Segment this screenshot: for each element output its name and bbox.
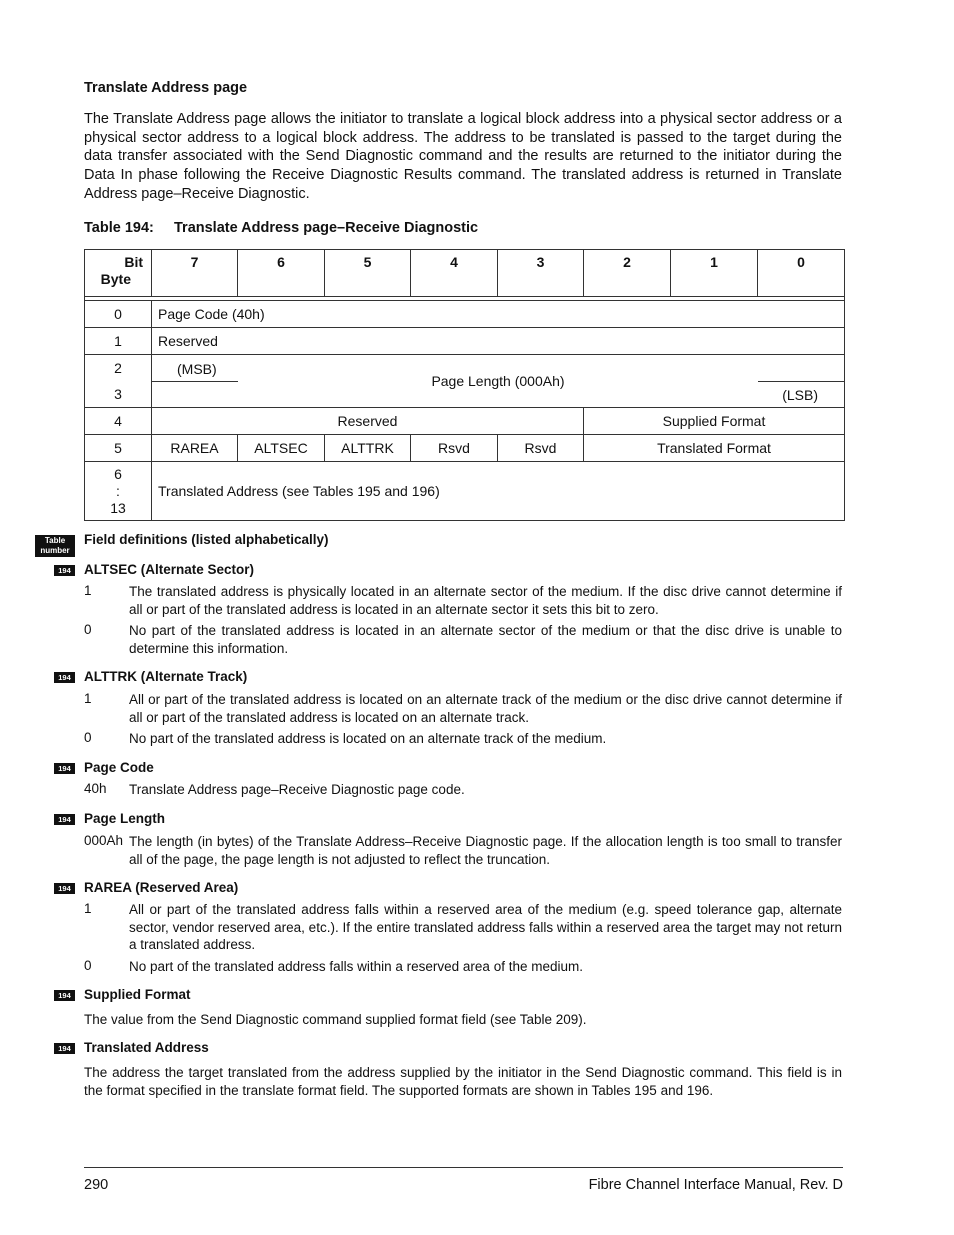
reserved-cell: Reserved: [152, 408, 584, 435]
table-ref-badge: 194: [54, 883, 75, 894]
byte-6: 6: [114, 465, 122, 482]
table-row: [85, 462, 845, 521]
table-row: [85, 435, 845, 462]
byte-label: Byte: [100, 271, 131, 287]
page-code-cell: Page Code (40h): [152, 301, 845, 328]
rarea-desc-0: No part of the translated address falls within a reserved area of the medium.: [129, 959, 583, 974]
page-number: 290: [84, 1177, 109, 1193]
table-title: Translate Address page–Receive Diagnostic: [174, 220, 479, 236]
document-title: Fibre Channel Interface Manual, Rev. D: [588, 1177, 843, 1193]
table-ref-badge: 194: [54, 565, 75, 576]
rarea-value-1: 1: [84, 901, 92, 916]
rarea-title: RAREA (Reserved Area): [84, 880, 239, 895]
intro-paragraph: The Translate Address page allows the initiator to translate a logical block address into a physical sector address or a physical sector address to a logical block address. The address to be translated is passed to the target during the data transfer associated with the Send Diagnostic command and the results are returned to the initiator during the Data In phase following the Receive Diagnostic Results command. The translated address is returned in Translate Address page–Receive Diagnostic.: [84, 111, 842, 202]
alttrk-title: ALTTRK (Alternate Track): [84, 669, 248, 684]
table-row: [85, 301, 845, 328]
bit-2-header: 2: [584, 250, 671, 297]
field-definitions-heading: Field definitions (listed alphabetically): [84, 532, 329, 547]
table-number: Table 194:: [84, 220, 154, 236]
bit-5-header: 5: [325, 250, 411, 297]
lsb-divider: [758, 381, 844, 382]
page-code-desc: Translate Address page–Receive Diagnostic page code.: [129, 782, 465, 797]
bit-3-header: 3: [498, 250, 584, 297]
translate-address-table: [84, 249, 845, 521]
rsvd-cell: Rsvd: [498, 435, 584, 462]
byte-13: 13: [110, 499, 126, 516]
page-length-title: Page Length: [84, 811, 166, 826]
translated-address-title: Translated Address: [84, 1040, 209, 1055]
table-row: [85, 408, 845, 435]
altsec-value-0: 0: [84, 622, 92, 637]
altsec-desc-0: No part of the translated address is located in an alternate sector of the medium or that the disc drive is unable to determine this information.: [129, 623, 842, 656]
byte-cell: [85, 355, 152, 408]
byte-cell: [85, 462, 152, 521]
badge-line-1: Table: [44, 536, 66, 545]
translated-address-desc: The address the target translated from the address supplied by the initiator in the Send Diagnostic command. This field is in the format specified in the translate format field. The supported formats are shown in Tables 195 and 196.: [84, 1065, 842, 1098]
byte-cell: 5: [85, 435, 152, 462]
table-number-badge: [35, 535, 75, 557]
translated-address-cell: Translated Address (see Tables 195 and 196): [152, 462, 845, 521]
byte-cell: 0: [85, 301, 152, 328]
altsec-title: ALTSEC (Alternate Sector): [84, 562, 255, 577]
msb-marker: (MSB): [177, 361, 217, 377]
table-row: [85, 355, 845, 408]
supplied-format-desc: The value from the Send Diagnostic command supplied format field (see Table 209).: [84, 1012, 587, 1027]
table-ref-badge: 194: [54, 814, 75, 825]
byte-cell: 1: [85, 328, 152, 355]
byte-cell: 4: [85, 408, 152, 435]
bit-7-header: 7: [152, 250, 238, 297]
page-length-label: Page Length (000Ah): [431, 373, 565, 389]
bit-4-header: 4: [411, 250, 498, 297]
alttrk-cell: ALTTRK: [325, 435, 411, 462]
bit-byte-header: [85, 250, 152, 297]
altsec-cell: ALTSEC: [238, 435, 325, 462]
lsb-marker: (LSB): [782, 387, 818, 403]
supplied-format-title: Supplied Format: [84, 987, 191, 1002]
alttrk-desc-0: No part of the translated address is located on an alternate track of the medium.: [129, 731, 607, 746]
byte-2: 2: [114, 360, 122, 376]
supplied-format-cell: Supplied Format: [584, 408, 845, 435]
bit-0-header: 0: [758, 250, 845, 297]
reserved-cell: Reserved: [152, 328, 845, 355]
byte-3: 3: [114, 386, 122, 402]
table-ref-badge: 194: [54, 672, 75, 683]
table-ref-badge: 194: [54, 990, 75, 1001]
page-code-value: 40h: [84, 781, 107, 796]
table-row: [85, 328, 845, 355]
table-ref-badge: 194: [54, 763, 75, 774]
table-ref-badge: 194: [54, 1043, 75, 1054]
altsec-desc-1: The translated address is physically located in an alternate sector of the medium. If the disc drive cannot determine if all or part of the translated address is located in an alternate sector it sets this bit to zero.: [129, 584, 842, 617]
rsvd-cell: Rsvd: [411, 435, 498, 462]
rarea-value-0: 0: [84, 958, 92, 973]
footer-rule: [84, 1167, 843, 1168]
alttrk-value-1: 1: [84, 691, 92, 706]
page-length-cell: [152, 355, 845, 408]
byte-range-separator: :: [116, 482, 120, 499]
badge-line-2: number: [40, 546, 70, 555]
rarea-cell: RAREA: [152, 435, 238, 462]
alttrk-desc-1: All or part of the translated address is located on an alternate track of the medium or the disc drive cannot determine if all or part of the translated address is located on an alternate track.: [129, 692, 842, 725]
page-length-desc: The length (in bytes) of the Translate Address–Receive Diagnostic page. If the allocation length is too small to transfer all of the page, the page length is not adjusted to reflect the truncation.: [129, 834, 842, 867]
bit-label: Bit: [124, 254, 143, 270]
page-code-title: Page Code: [84, 760, 154, 775]
altsec-value-1: 1: [84, 583, 92, 598]
translated-format-cell: Translated Format: [584, 435, 845, 462]
section-title: Translate Address page: [84, 80, 248, 96]
bit-6-header: 6: [238, 250, 325, 297]
rarea-desc-1: All or part of the translated address falls within a reserved area of the medium (e.g. speed tolerance gap, alternate sector, vendor reserved area, etc.). If the entire translated address falls within a reserved area the target may not return a translated address.: [129, 902, 842, 952]
page-length-value: 000Ah: [84, 833, 124, 848]
alttrk-value-0: 0: [84, 730, 92, 745]
table-header-row: [85, 250, 845, 297]
bit-1-header: 1: [671, 250, 758, 297]
table-caption: [84, 220, 478, 236]
